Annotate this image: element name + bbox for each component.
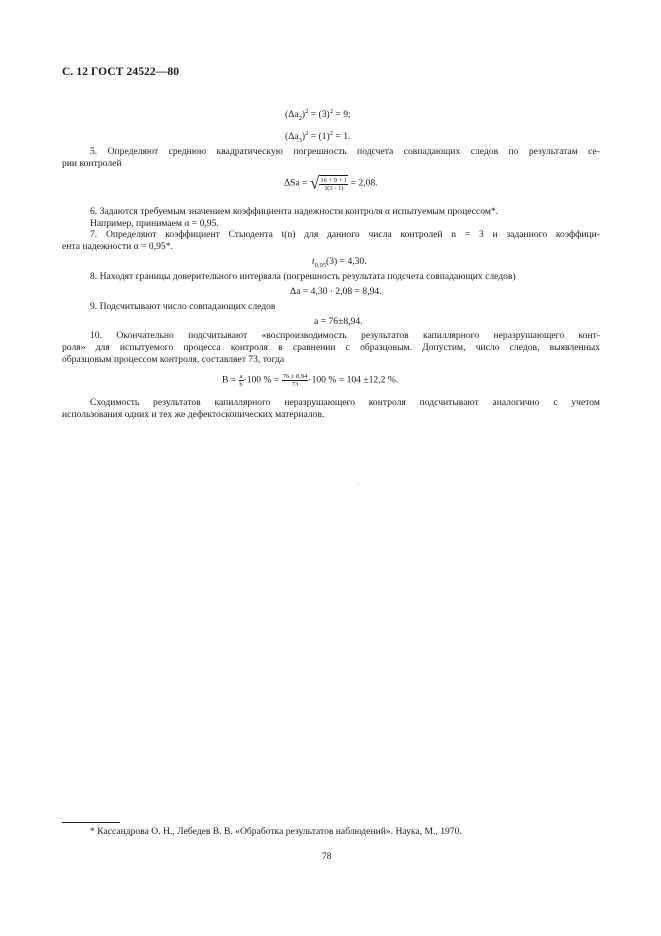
paragraph-6-line-1: 6. Задаются требуемым значением коэффициента надежности контроля α испытуемым процессом*. [90, 206, 499, 217]
paragraph-7-line-2: ента надежности α = 0,95*. [62, 241, 173, 252]
equation-count: a = 76±8,94. [314, 316, 363, 327]
equation-student-t: $t_{0,95}(3) = 4,30$. [312, 256, 367, 269]
fraction: $\frac{16 + 9 + 1}{3(3 - 1)}$ [320, 177, 348, 192]
paragraph-8: 8. Находят границы доверительного интервала (погрешность результата подсчета совпадающих следов) [90, 271, 516, 282]
square-root: √ $\frac{16 + 9 + 1}{3(3 - 1)}$ [309, 173, 348, 193]
paragraph-10-line-1: 10. Окончательно подсчитывают «воспроизводимость результатов капиллярного неразрушающего конт- [90, 330, 600, 341]
equation-std-error: ΔSa = √ $\frac{16 + 9 + 1}{3(3 - 1)}$ = 2,08. [284, 173, 378, 193]
equation-reproducibility: B = $\frac{a}{b}$ ·100 % = $\frac{76 \pm 8,94}{73}$ ·100 % = 104 ±12,2 %. [222, 373, 399, 388]
equation-confidence-interval: Δa = 4,30 · 2,08 = 8,94. [290, 286, 382, 297]
fraction-76-over-73: $\frac{76 \pm 8,94}{73}$ [282, 373, 308, 388]
paragraph-11-line-1: Сходимость результатов капиллярного неразрушающего контроля подсчитывают аналогично с учетом [90, 397, 600, 408]
paragraph-6-line-2: Например, принимаем α = 0,95. [90, 218, 219, 229]
paragraph-9: 9. Подсчитывают число совпадающих следов [90, 301, 276, 312]
equation-delta-a3: $(\Delta a_3)^2 = (1)^2 = 1$. [285, 130, 351, 145]
fraction-a-over-b: $\frac{a}{b}$ [239, 373, 243, 388]
scan-speck [358, 483, 359, 484]
page-header: С. 12 ГОСТ 24522—80 [62, 66, 180, 78]
paragraph-10-line-3: образцовым процессом контроля, составляет 73, тогда [62, 354, 285, 365]
footnote: * Кассандрова О. Н., Лебедев В. В. «Обработка результатов наблюдений». Наука, М., 1970. [90, 826, 462, 837]
paragraph-5-line-2: рии контролей [62, 158, 122, 169]
paragraph-10-line-2: роля» для испытуемого процесса контроля в сравнении с образцовым. Допустим, число следов, выявленных [62, 342, 600, 353]
paragraph-7-line-1: 7. Определяют коэффициент Стьюдента t(n) для данного числа контролей n = 3 и заданного коэффици- [90, 229, 600, 240]
paragraph-5-line-1: 5. Определяют среднюю квадратическую погрешность подсчета совпадающих следов по результатам се- [90, 146, 600, 157]
footnote-rule [62, 822, 120, 823]
paragraph-11-line-2: использования одних и тех же дефектоскопических материалов. [62, 409, 325, 420]
page-number: 78 [322, 851, 332, 862]
equation-delta-a2: $(\Delta a_2)^2 = (3)^2 = 9$; [285, 108, 351, 123]
